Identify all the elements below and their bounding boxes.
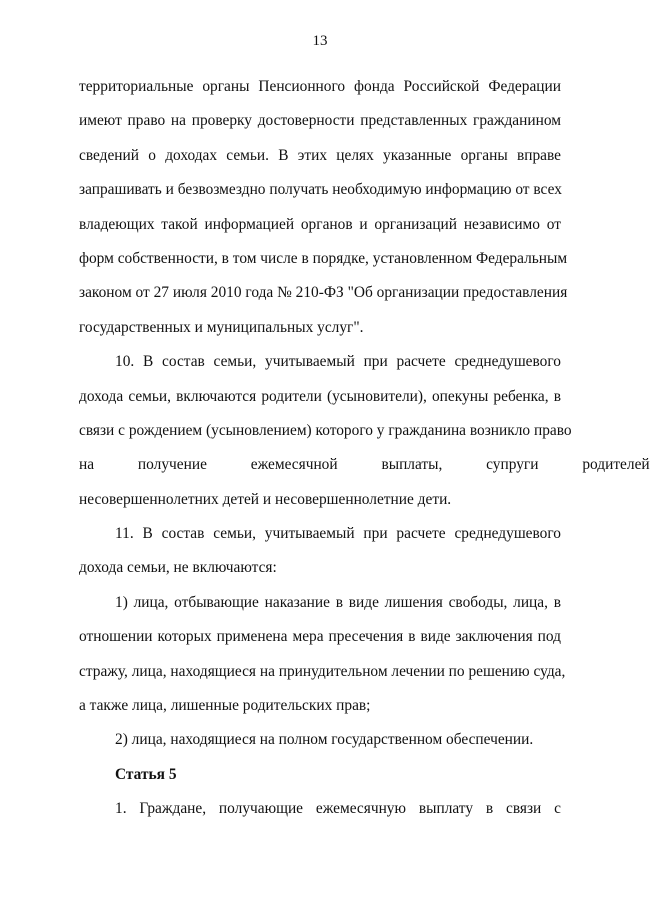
text-line: 10. В состав семьи, учитываемый при расчете среднедушевого <box>115 353 561 371</box>
text-line: запрашивать и безвозмездно получать необходимую информацию от всех <box>79 181 562 199</box>
text-line: стражу, лица, находящиеся на принудительном лечении по решению суда, <box>79 662 566 680</box>
paragraph-item-10 <box>79 345 650 517</box>
text-line: территориальные органы Пенсионного фонда Российской Федерации <box>79 78 561 95</box>
text-line: 11. В состав семьи, учитываемый при расчете среднедушевого <box>115 525 561 543</box>
document-body <box>79 70 650 827</box>
text-line: сведений о доходах семьи. В этих целях указанные органы вправе <box>79 146 561 164</box>
text-line: дохода семьи, включаются родители (усыновители), опекуны ребенка, в <box>79 387 561 405</box>
text-line: владеющих такой информацией органов и организаций независимо от <box>79 215 561 233</box>
text-line: государственных и муниципальных услуг". <box>79 318 364 336</box>
text-line: 2) лица, находящиеся на полном государственном обеспечении. <box>115 731 534 749</box>
page-number: 13 <box>312 33 328 49</box>
article-heading: Статья 5 <box>115 765 177 783</box>
text-line: на получение ежемесячной выплаты, супруги родителей <box>79 456 650 474</box>
text-line: законом от 27 июля 2010 года № 210-ФЗ "Об организации предоставления <box>79 284 568 302</box>
text-line: а также лица, лишенные родительских прав; <box>79 697 371 715</box>
text-line: несовершеннолетних детей и несовершеннолетние дети. <box>79 490 452 508</box>
text-line: имеют право на проверку достоверности представленных гражданином <box>79 112 561 130</box>
text-line: 1. Граждане, получающие ежемесячную выплату в связи с <box>115 800 561 818</box>
text-line: связи с рождением (усыновлением) которого у гражданина возникло право <box>79 421 572 439</box>
paragraph-continuation <box>79 70 568 345</box>
text-line: дохода семьи, не включаются: <box>79 559 277 577</box>
article-paragraph <box>79 792 561 826</box>
paragraph-item-11 <box>79 517 561 586</box>
list-item-2 <box>79 723 561 757</box>
text-line: 1) лица, отбывающие наказание в виде лишения свободы, лица, в <box>115 593 561 611</box>
text-line: отношении которых применена мера пресечения в виде заключения под <box>79 628 561 646</box>
list-item-1 <box>79 586 566 724</box>
text-line: форм собственности, в том числе в порядке, установленном Федеральным <box>79 249 568 267</box>
